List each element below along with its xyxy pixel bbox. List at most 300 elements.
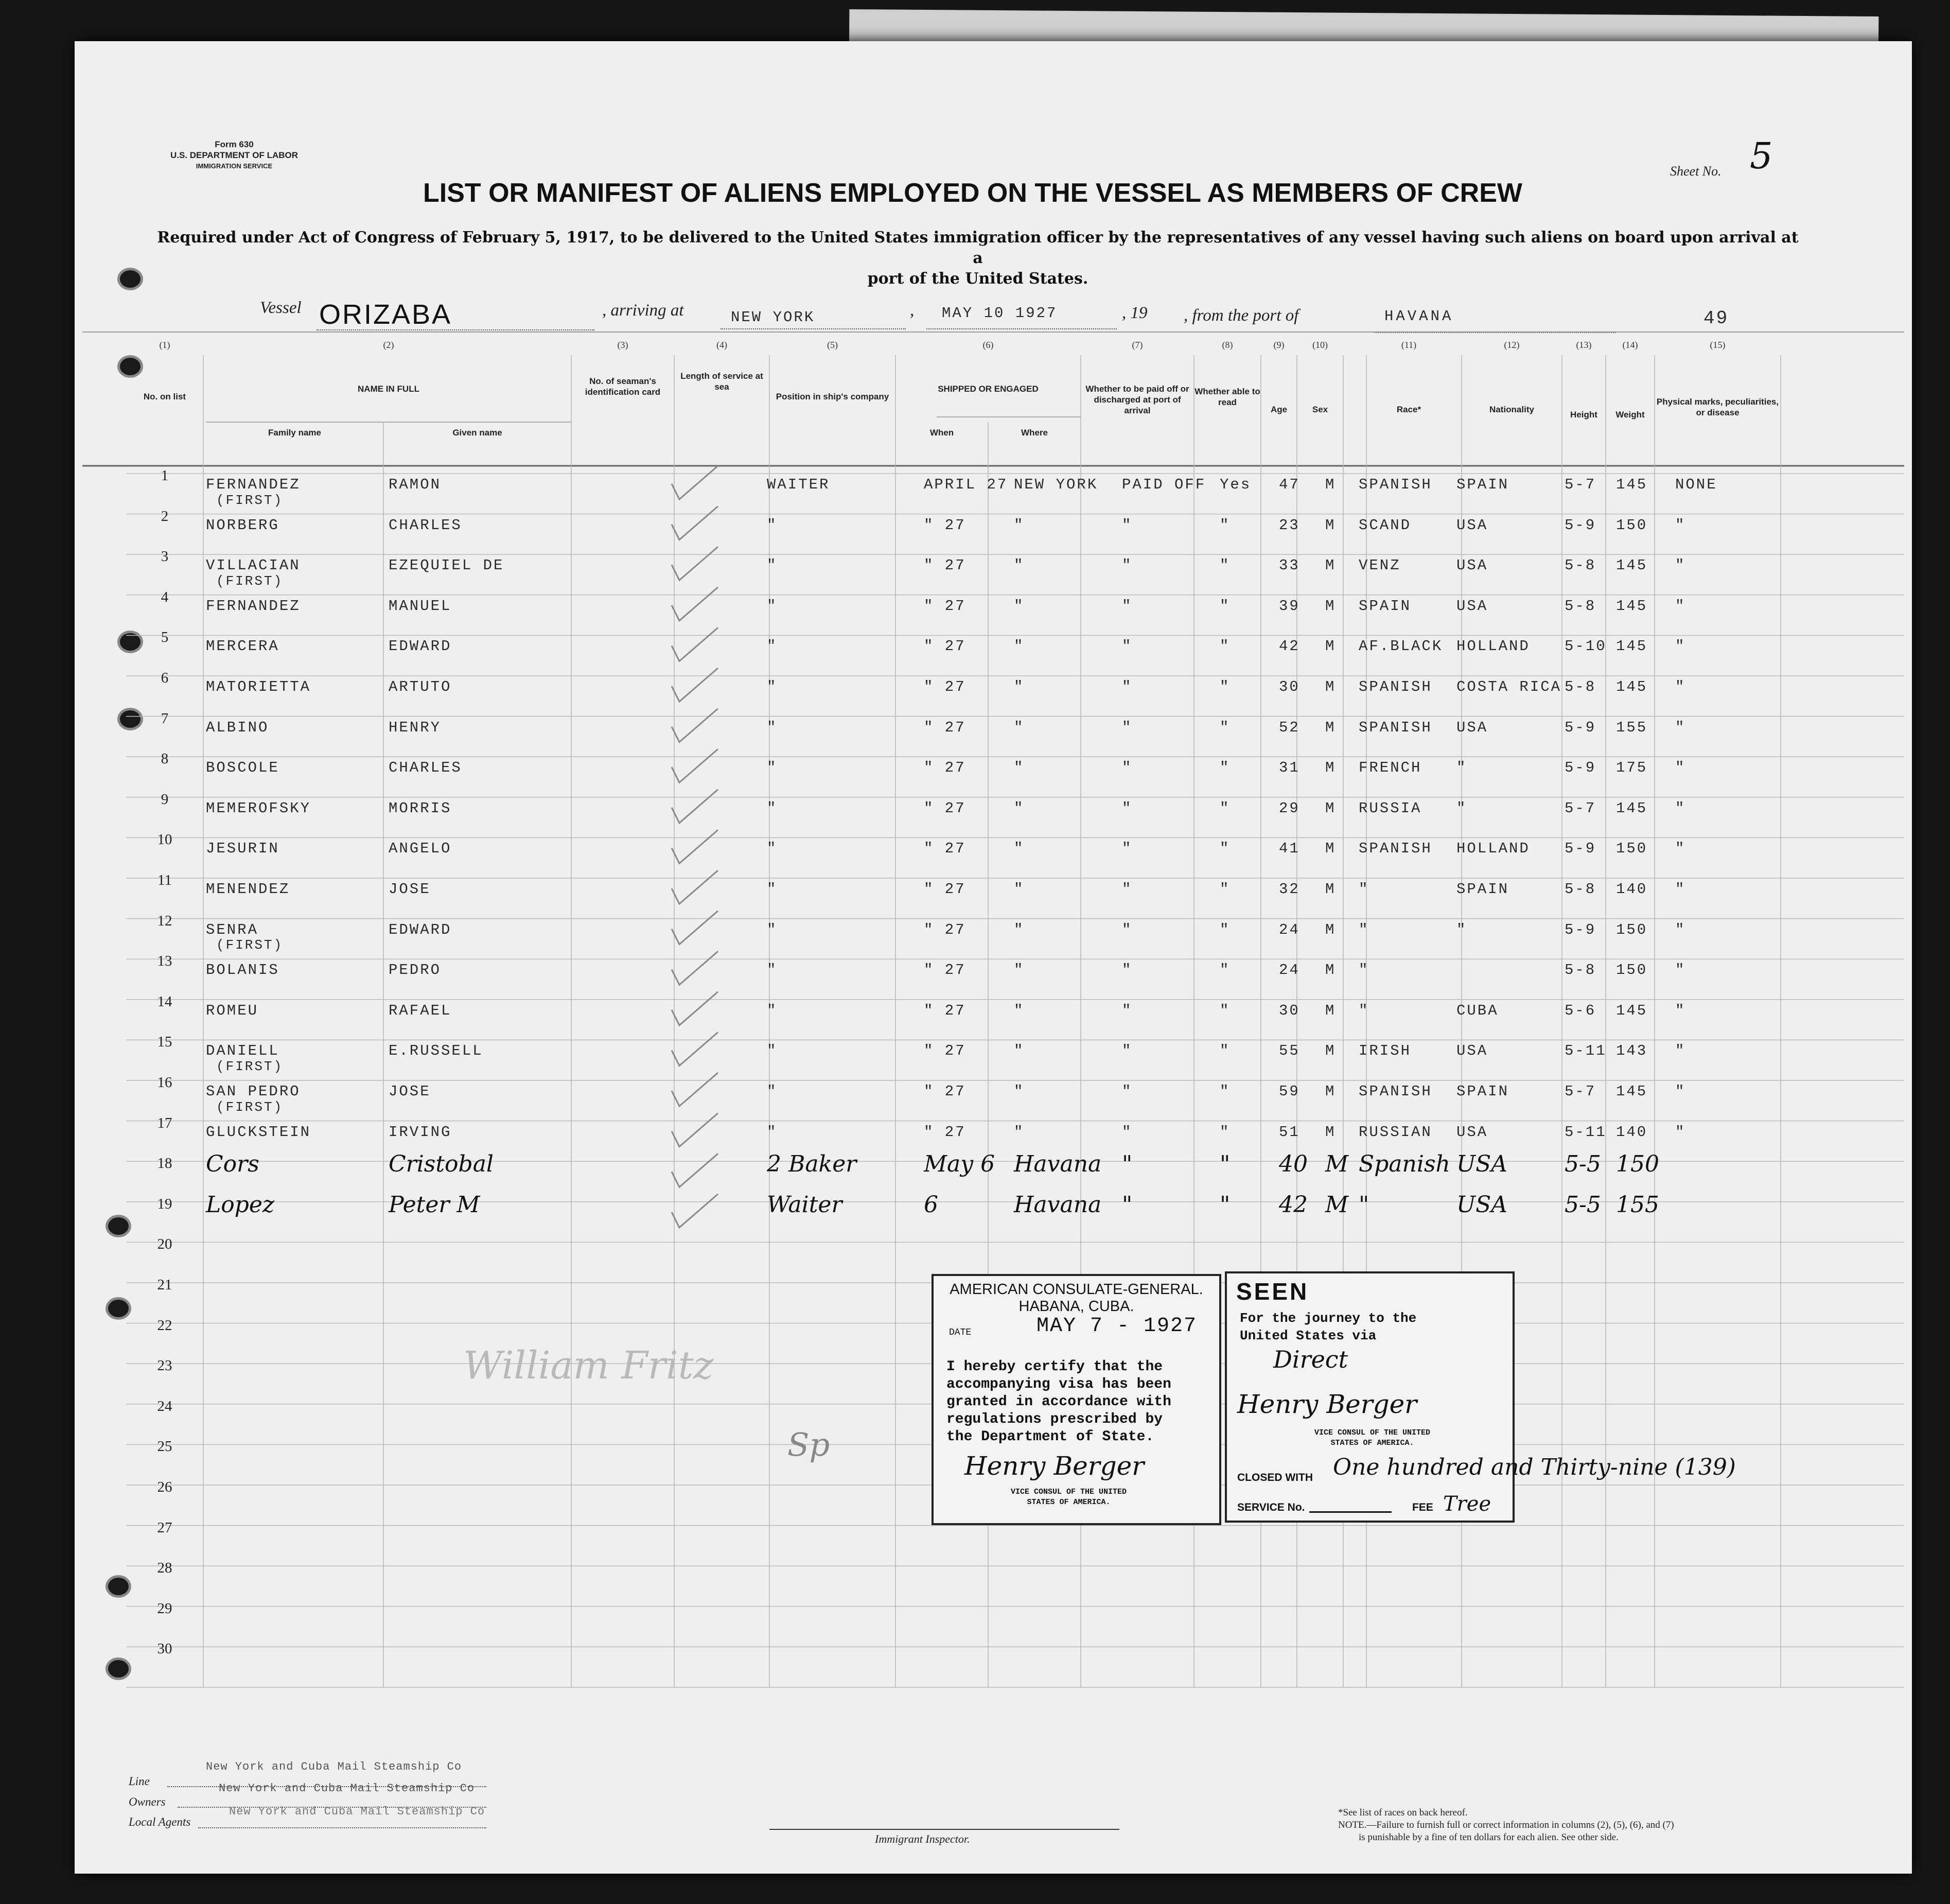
given-name: RAMON	[389, 476, 442, 493]
able-to-read: Yes	[1220, 476, 1252, 493]
weight: 145	[1616, 1002, 1648, 1019]
row-number: 5	[161, 629, 169, 646]
paid-off: "	[1122, 719, 1133, 736]
position: "	[767, 1002, 778, 1019]
weight: 150	[1616, 921, 1648, 938]
fee-label: FEE	[1412, 1501, 1433, 1513]
sex: M	[1325, 1002, 1336, 1019]
shipped-where: "	[1014, 557, 1025, 574]
given-name: PEDRO	[389, 962, 442, 979]
seen-signature: Henry Berger	[1237, 1389, 1417, 1419]
paid-off: "	[1122, 1042, 1133, 1060]
column-number: (14)	[1622, 340, 1638, 350]
physical-marks: "	[1675, 638, 1686, 655]
first-note: (FIRST)	[216, 573, 284, 589]
row-number: 18	[157, 1155, 172, 1172]
weight: 155	[1616, 719, 1648, 736]
inspector-label: Immigrant Inspector.	[875, 1832, 970, 1845]
arrival-date: MAY 10 1927	[942, 305, 1058, 322]
service-label: SERVICE No.	[1237, 1501, 1305, 1513]
height: 5-8	[1565, 881, 1596, 898]
given-name: Peter M	[389, 1191, 480, 1218]
age: 33	[1279, 557, 1300, 574]
race: SCAND	[1359, 516, 1412, 534]
position: "	[767, 1083, 778, 1100]
race: RUSSIAN	[1359, 1123, 1432, 1141]
shipped-when: " 27	[924, 678, 966, 695]
paid-off: "	[1122, 881, 1133, 898]
cert-line-2: accompanying visa has been	[946, 1376, 1171, 1392]
family-name: DANIELL	[206, 1042, 279, 1060]
position: "	[767, 881, 778, 898]
row-number: 28	[157, 1560, 172, 1577]
family-name: Cors	[206, 1151, 259, 1178]
sex: M	[1325, 759, 1336, 777]
height: 5-9	[1565, 759, 1596, 777]
column-subheader-where: Where	[1021, 428, 1048, 438]
shipped-where: "	[1014, 1083, 1025, 1100]
service-checkmark	[672, 749, 718, 782]
given-name: JOSE	[389, 881, 431, 898]
service-checkmark	[672, 587, 718, 621]
sex: M	[1325, 1083, 1336, 1100]
column-header: SHIPPED OR ENGAGED	[938, 384, 1039, 394]
given-name: EZEQUIEL DE	[389, 557, 504, 574]
nationality: SPAIN	[1456, 476, 1509, 493]
given-name: CHARLES	[389, 516, 462, 534]
note-fine: NOTE.—Failure to furnish full or correct information in columns (2), (5), (6), and (7)	[1338, 1820, 1674, 1830]
cert-line-3: granted in accordance with	[946, 1394, 1171, 1410]
height: 5-7	[1565, 799, 1596, 817]
subtitle-line-2: port of the United States.	[867, 270, 1088, 288]
shipped-where: "	[1014, 516, 1025, 534]
sheet-label: Sheet No.	[1670, 164, 1721, 179]
race: SPANISH	[1359, 678, 1432, 695]
age: 59	[1279, 1083, 1300, 1100]
row-number: 16	[157, 1074, 172, 1091]
position: "	[767, 597, 778, 615]
sex: M	[1325, 678, 1336, 695]
position: "	[767, 1042, 778, 1060]
row-number: 11	[157, 872, 172, 888]
physical-marks: "	[1675, 759, 1686, 777]
nationality: HOLLAND	[1456, 638, 1530, 655]
service-checkmark	[672, 668, 718, 702]
race: SPANISH	[1359, 719, 1432, 736]
seen-stamp	[1225, 1271, 1515, 1523]
owners-value: New York and Cuba Mail Steamship Co	[219, 1782, 475, 1795]
able-to-read: "	[1220, 1191, 1231, 1218]
physical-marks: NONE	[1675, 476, 1717, 493]
able-to-read: "	[1220, 557, 1231, 574]
column-number: (9)	[1273, 340, 1285, 350]
height: 5-7	[1565, 1083, 1596, 1100]
seen-via: Direct	[1273, 1346, 1348, 1373]
position: 2 Baker	[767, 1151, 857, 1178]
physical-marks: "	[1675, 557, 1686, 574]
column-header: No. of seaman's identification card	[585, 376, 661, 397]
row-number: 7	[161, 710, 169, 727]
nationality: SPAIN	[1456, 881, 1509, 898]
able-to-read: "	[1220, 516, 1231, 534]
height: 5-10	[1565, 638, 1607, 655]
paid-off: "	[1122, 840, 1133, 858]
closed-label: CLOSED WITH	[1237, 1472, 1313, 1483]
age: 51	[1279, 1123, 1300, 1141]
paid-off: "	[1122, 799, 1133, 817]
position: "	[767, 638, 778, 655]
weight: 150	[1616, 516, 1648, 534]
paid-off: "	[1122, 759, 1133, 777]
position: "	[767, 557, 778, 574]
physical-marks: "	[1675, 1002, 1686, 1019]
row-number: 3	[161, 548, 169, 565]
row-number: 22	[157, 1317, 172, 1334]
shipped-where: "	[1014, 1002, 1025, 1019]
weight: 140	[1616, 1123, 1648, 1141]
family-name: FERNANDEZ	[206, 597, 301, 615]
row-number: 30	[157, 1640, 172, 1657]
sheet-number: 5	[1750, 135, 1773, 177]
line-label: Line	[129, 1775, 150, 1788]
service-checkmark	[672, 1194, 718, 1228]
family-name: FERNANDEZ	[206, 476, 301, 493]
weight: 145	[1616, 678, 1648, 695]
crew-count: 49	[1703, 308, 1729, 329]
faint-signature: William Fritz	[463, 1343, 714, 1388]
age: 32	[1279, 881, 1300, 898]
physical-marks: "	[1675, 1042, 1686, 1060]
first-note: (FIRST)	[216, 937, 284, 953]
seen-consul-title	[1314, 1428, 1430, 1448]
service-checkmark	[672, 1113, 718, 1147]
row-number: 27	[157, 1519, 172, 1536]
column-header: Whether able to read	[1194, 387, 1260, 407]
shipped-where: "	[1014, 1123, 1025, 1141]
able-to-read: "	[1220, 1002, 1231, 1019]
column-header: Sex	[1312, 405, 1328, 414]
race: FRENCH	[1359, 759, 1422, 777]
nationality: CUBA	[1456, 1002, 1499, 1019]
agents-value: New York and Cuba Mail Steamship Co	[229, 1805, 485, 1818]
shipped-when: " 27	[924, 557, 966, 574]
cert-line-5: the Department of State.	[946, 1429, 1154, 1445]
row-number: 8	[161, 750, 169, 767]
shipped-where: "	[1014, 799, 1025, 817]
nationality: USA	[1456, 1042, 1488, 1060]
family-name: BOSCOLE	[206, 759, 279, 777]
column-header: Weight	[1615, 410, 1645, 420]
height: 5-8	[1565, 597, 1596, 615]
paid-off: "	[1122, 1151, 1133, 1178]
family-name: MENENDEZ	[206, 881, 290, 898]
family-name: MATORIETTA	[206, 678, 311, 695]
age: 42	[1279, 638, 1300, 655]
shipped-when: 6	[924, 1191, 938, 1218]
shipped-where: NEW YORK	[1014, 476, 1098, 493]
able-to-read: "	[1220, 678, 1231, 695]
sex: M	[1325, 1151, 1349, 1178]
age: 30	[1279, 678, 1300, 695]
nationality: USA	[1456, 1123, 1488, 1141]
nationality: USA	[1456, 557, 1488, 574]
position: WAITER	[767, 476, 830, 493]
nationality: SPAIN	[1456, 1083, 1509, 1100]
column-header: Nationality	[1489, 405, 1534, 414]
physical-marks: "	[1675, 1083, 1686, 1100]
consul-title	[1011, 1487, 1127, 1508]
page-title: LIST OR MANIFEST OF ALIENS EMPLOYED ON THE VESSEL AS MEMBERS OF CREW	[423, 178, 1522, 208]
column-subheader-family: Family name	[268, 428, 321, 438]
race: SPANISH	[1359, 840, 1432, 858]
position: "	[767, 962, 778, 979]
age: 47	[1279, 476, 1300, 493]
height: 5-8	[1565, 557, 1596, 574]
age: 55	[1279, 1042, 1300, 1060]
family-name: BOLANIS	[206, 962, 279, 979]
nationality: "	[1456, 921, 1467, 938]
able-to-read: "	[1220, 1151, 1231, 1178]
able-to-read: "	[1220, 840, 1231, 858]
age: 39	[1279, 597, 1300, 615]
position: "	[767, 921, 778, 938]
height: 5-8	[1565, 962, 1596, 979]
able-to-read: "	[1220, 1083, 1231, 1100]
paid-off: "	[1122, 921, 1133, 938]
position: Waiter	[767, 1191, 842, 1218]
weight: 145	[1616, 557, 1648, 574]
line-value: New York and Cuba Mail Steamship Co	[206, 1760, 462, 1773]
paid-off: "	[1122, 1002, 1133, 1019]
position: "	[767, 516, 778, 534]
shipped-where: "	[1014, 881, 1025, 898]
position: "	[767, 719, 778, 736]
race: SPANISH	[1359, 1083, 1432, 1100]
arriving-label: , arriving at	[602, 301, 684, 320]
initials: Sp	[787, 1426, 830, 1463]
age: 29	[1279, 799, 1300, 817]
row-number: 20	[157, 1236, 172, 1253]
column-subheader-when: When	[929, 428, 954, 438]
row-number: 15	[157, 1034, 172, 1051]
column-number: (4)	[716, 340, 727, 350]
shipped-when: " 27	[924, 1123, 966, 1141]
given-name: RAFAEL	[389, 1002, 452, 1019]
sex: M	[1325, 1191, 1349, 1218]
arriving-port: NEW YORK	[731, 309, 815, 326]
footer-notes	[1338, 1807, 1801, 1844]
family-name: VILLACIAN	[206, 557, 301, 574]
sex: M	[1325, 881, 1336, 898]
height: 5-6	[1565, 1002, 1596, 1019]
shipped-when: " 27	[924, 1083, 966, 1100]
service-checkmark	[672, 627, 718, 661]
weight: 145	[1616, 638, 1648, 655]
weight: 145	[1616, 597, 1648, 615]
departure-port: HAVANA	[1384, 308, 1454, 325]
column-header: Age	[1270, 405, 1288, 414]
given-name: Cristobal	[389, 1151, 494, 1178]
shipped-when: " 27	[924, 881, 966, 898]
able-to-read: "	[1220, 962, 1231, 979]
row-number: 9	[161, 791, 169, 808]
sex: M	[1325, 516, 1336, 534]
race: VENZ	[1359, 557, 1401, 574]
nationality: USA	[1456, 719, 1488, 736]
subtitle-line-1: Required under Act of Congress of February 5, 1917, to be delivered to the United States immigration officer by the representatives of any vessel having such aliens on board upon arrival at a	[157, 229, 1799, 267]
shipped-when: " 27	[924, 759, 966, 777]
row-number: 12	[157, 912, 172, 929]
column-header: NAME IN FULL	[358, 384, 419, 394]
height: 5-9	[1565, 719, 1596, 736]
column-header: No. on list	[143, 392, 186, 401]
shipped-when: " 27	[924, 921, 966, 938]
service-line	[1309, 1511, 1392, 1513]
given-name: MORRIS	[389, 799, 452, 817]
paid-off: "	[1122, 962, 1133, 979]
weight: 150	[1616, 840, 1648, 858]
shipped-where: "	[1014, 719, 1025, 736]
shipped-where: "	[1014, 759, 1025, 777]
physical-marks: "	[1675, 921, 1686, 938]
race: AF.BLACK	[1359, 638, 1443, 655]
row-number: 4	[161, 588, 169, 605]
column-header: Position in ship's company	[776, 392, 889, 401]
shipped-where: "	[1014, 638, 1025, 655]
race: IRISH	[1359, 1042, 1412, 1060]
paid-off: "	[1122, 678, 1133, 695]
column-number: (12)	[1504, 340, 1520, 350]
vessel-name: ORIZABA	[319, 299, 452, 330]
sex: M	[1325, 557, 1336, 574]
age: 42	[1279, 1191, 1308, 1218]
weight: 175	[1616, 759, 1648, 777]
race: "	[1359, 881, 1369, 898]
shipped-when: " 27	[924, 719, 966, 736]
given-name: E.RUSSELL	[389, 1042, 483, 1060]
nationality: USA	[1456, 597, 1488, 615]
position: "	[767, 1123, 778, 1141]
able-to-read: "	[1220, 1042, 1231, 1060]
seen-consul-line-1: VICE CONSUL OF THE UNITED	[1314, 1428, 1431, 1437]
paid-off: "	[1122, 557, 1133, 574]
weight: 140	[1616, 881, 1648, 898]
sex: M	[1325, 962, 1336, 979]
physical-marks: "	[1675, 597, 1686, 615]
able-to-read: "	[1220, 719, 1231, 736]
race: Spanish	[1359, 1151, 1450, 1178]
weight: 145	[1616, 799, 1648, 817]
family-name: SENRA	[206, 921, 259, 938]
row-number: 19	[157, 1195, 172, 1212]
note-races: *See list of races on back hereof.	[1338, 1807, 1468, 1818]
paid-off: "	[1122, 1123, 1133, 1141]
physical-marks: "	[1675, 1123, 1686, 1141]
height: 5-9	[1565, 840, 1596, 858]
height: 5-7	[1565, 476, 1596, 493]
nationality: USA	[1456, 1191, 1507, 1218]
physical-marks: "	[1675, 840, 1686, 858]
paid-off: "	[1122, 1191, 1133, 1218]
row-number: 10	[157, 831, 172, 848]
service-checkmark	[672, 547, 718, 580]
race: RUSSIA	[1359, 799, 1422, 817]
column-number: (15)	[1710, 340, 1726, 350]
nationality: USA	[1456, 516, 1488, 534]
position: "	[767, 759, 778, 777]
shipped-where: "	[1014, 1042, 1025, 1060]
department: U.S. DEPARTMENT OF LABOR	[170, 150, 298, 160]
able-to-read: "	[1220, 759, 1231, 777]
shipped-where: "	[1014, 962, 1025, 979]
service-checkmark	[672, 506, 718, 540]
height: 5-8	[1565, 678, 1596, 695]
service-checkmark	[672, 1073, 718, 1106]
nationality: HOLLAND	[1456, 840, 1530, 858]
given-name: EDWARD	[389, 638, 452, 655]
consulate-line-2: HABANA, CUBA.	[1018, 1298, 1134, 1315]
age: 41	[1279, 840, 1300, 858]
column-number: (13)	[1576, 340, 1592, 350]
service-checkmark	[672, 911, 718, 945]
shipped-when: " 27	[924, 1002, 966, 1019]
cert-line-4: regulations prescribed by	[946, 1411, 1163, 1427]
service-checkmark	[672, 709, 718, 742]
row-number: 29	[157, 1600, 172, 1617]
given-name: MANUEL	[389, 597, 452, 615]
family-name: ROMEU	[206, 1002, 259, 1019]
height: 5-5	[1565, 1151, 1601, 1178]
given-name: IRVING	[389, 1123, 452, 1141]
seen-line-1: For the journey to the	[1240, 1311, 1417, 1326]
physical-marks: "	[1675, 719, 1686, 736]
given-name: JOSE	[389, 1083, 431, 1100]
agents-label: Local Agents	[129, 1815, 191, 1828]
column-header: Height	[1570, 410, 1597, 420]
family-name: SAN PEDRO	[206, 1083, 301, 1100]
weight: 145	[1616, 1083, 1648, 1100]
row-number: 17	[157, 1114, 172, 1131]
able-to-read: "	[1220, 638, 1231, 655]
age: 23	[1279, 516, 1300, 534]
column-number: (2)	[383, 340, 394, 350]
service-checkmark	[672, 830, 718, 863]
sex: M	[1325, 799, 1336, 817]
height: 5-11	[1565, 1123, 1607, 1141]
weight: 143	[1616, 1042, 1648, 1060]
form-number: Form 630	[215, 139, 254, 149]
paid-off: "	[1122, 597, 1133, 615]
physical-marks: "	[1675, 678, 1686, 695]
seen-line-2: United States via	[1240, 1328, 1377, 1343]
weight: 150	[1616, 962, 1648, 979]
row-number: 14	[157, 993, 172, 1010]
seen-consul-line-2: STATES OF AMERICA.	[1330, 1439, 1414, 1447]
position: "	[767, 840, 778, 858]
physical-marks: "	[1675, 516, 1686, 534]
service-checkmark	[672, 992, 718, 1025]
consulate-line-1: AMERICAN CONSULATE-GENERAL.	[950, 1281, 1203, 1298]
height: 5-11	[1565, 1042, 1607, 1060]
visa-date: MAY 7 - 1927	[1037, 1315, 1198, 1338]
able-to-read: "	[1220, 1123, 1231, 1141]
consul-title-line-2: STATES OF AMERICA.	[1027, 1498, 1111, 1507]
paid-off: "	[1122, 638, 1133, 655]
physical-marks: "	[1675, 962, 1686, 979]
paid-off: PAID OFF	[1122, 476, 1206, 493]
closed-with-value: One hundred and Thirty-nine (139)	[1333, 1454, 1736, 1480]
family-name: MEMEROFSKY	[206, 799, 311, 817]
